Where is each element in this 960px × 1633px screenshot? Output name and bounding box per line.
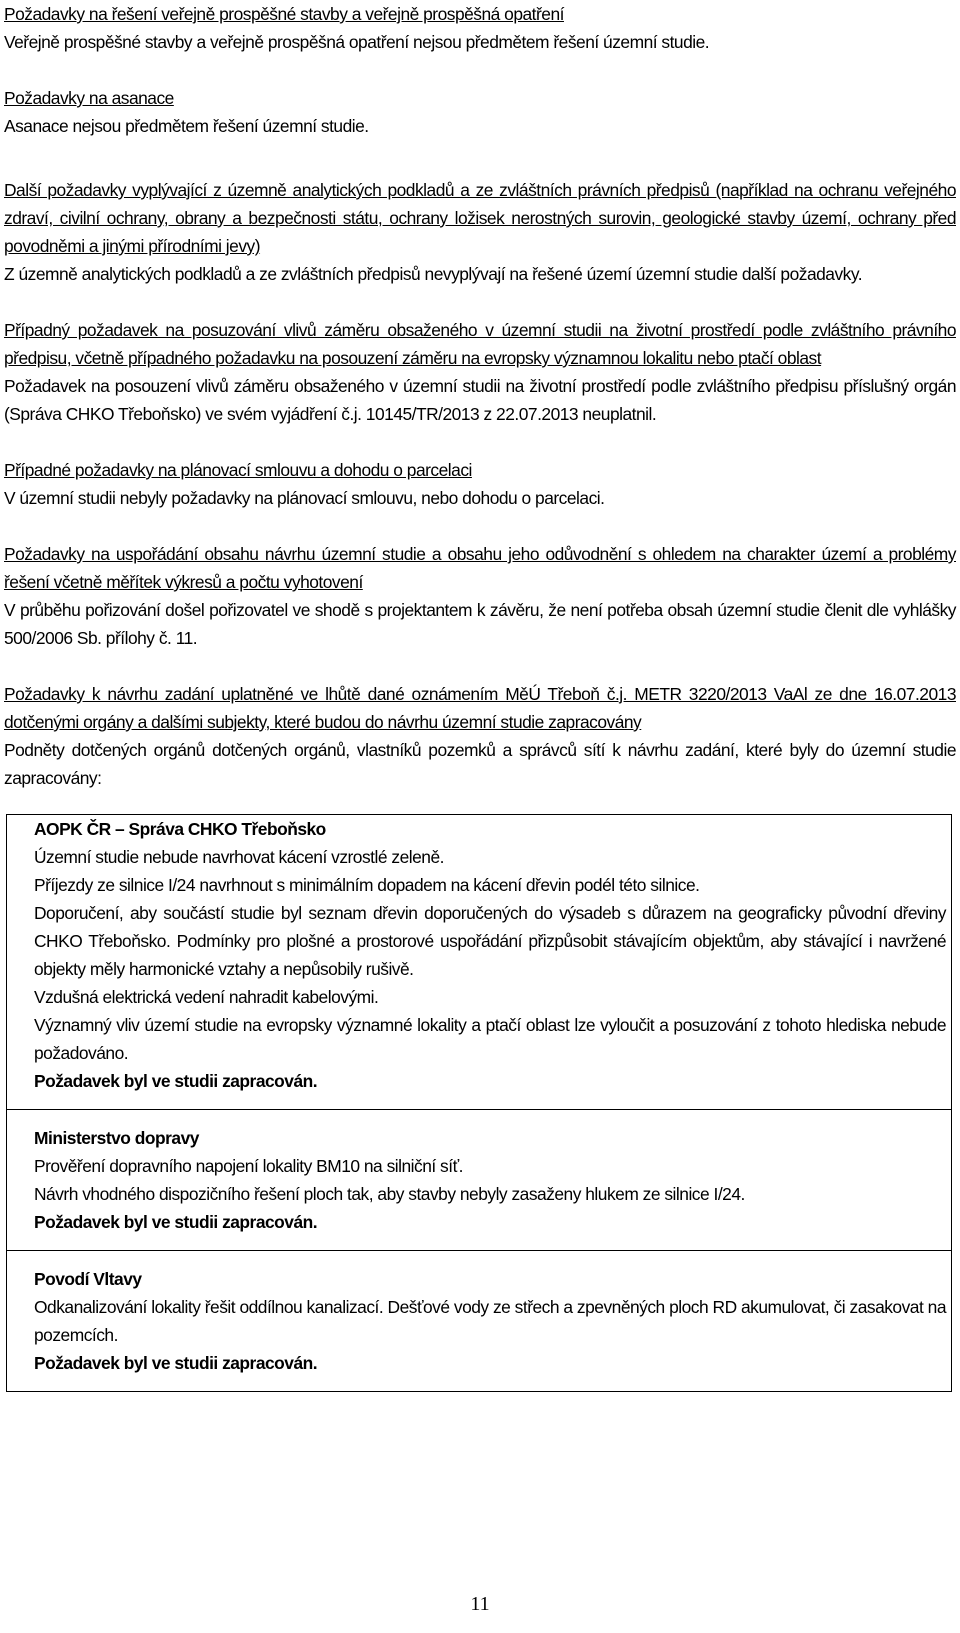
section-heading: Další požadavky vyplývající z územně analytických podkladů a ze zvláštních právních předpisů (například na ochranu veřejného zdraví, civilní ochrany, obrany a bezpečnosti státu, ochrany ložisek nerostných surovin, geologické stavby území, ochrany před povodněmi a jinými přírodními jevy)	[4, 180, 956, 256]
section-text: Asanace nejsou předmětem řešení územní studie.	[4, 116, 369, 136]
authority-title: Ministerstvo dopravy	[34, 1128, 199, 1148]
section-text: Podněty dotčených orgánů dotčených orgánů, vlastníků pozemků a správců sítí k návrhu zadání, které byly do územní studie zapracovány:	[4, 740, 956, 788]
requirement-line: Návrh vhodného dispozičního řešení ploch tak, aby stavby nebyly zasaženy hlukem ze silnice I/24.	[34, 1184, 745, 1204]
section-text: Z územně analytických podkladů a ze zvláštních předpisů nevyplývají na řešené území územní studie další požadavky.	[4, 264, 863, 284]
requirement-status: Požadavek byl ve studii zapracován.	[34, 1353, 318, 1373]
requirement-povodi-vltavy	[7, 1265, 951, 1377]
section-text: V průběhu pořizování došel pořizovatel ve shodě s projektantem k závěru, že není potřeba obsah územní studie členit dle vyhlášky 500/2006 Sb. přílohy č. 11.	[4, 600, 956, 648]
section-heading: Požadavky na uspořádání obsahu návrhu územní studie a obsahu jeho odůvodnění s ohledem na charakter území a problémy řešení včetně měřítek výkresů a počtu vyhotovení	[4, 544, 956, 592]
section-heading: Požadavky na řešení veřejně prospěšné stavby a veřejně prospěšná opatření	[4, 4, 564, 24]
section-authority-requirements	[4, 680, 956, 792]
section-heading: Případný požadavek na posuzování vlivů záměru obsaženého v územní studii na životní prostředí podle zvláštního právního předpisu, včetně případného požadavku na posouzení záměru na evropsky významnou lokalitu nebo ptačí oblast	[4, 320, 956, 368]
requirement-line: Vzdušná elektrická vedení nahradit kabelovými.	[34, 987, 379, 1007]
requirement-line: Příjezdy ze silnice I/24 navrhnout s minimálním dopadem na kácení dřevin podél této silnice.	[34, 875, 700, 895]
section-text: Veřejně prospěšné stavby a veřejně prospěšná opatření nejsou předmětem řešení územní studie.	[4, 32, 710, 52]
section-other-requirements	[4, 176, 956, 288]
requirement-line: Územní studie nebude navrhovat kácení vzrostlé zeleně.	[34, 847, 444, 867]
section-heading: Požadavky k návrhu zadání uplatněné ve lhůtě dané oznámením MěÚ Třeboň č.j. METR 3220/2013 VaAl ze dne 16.07.2013 dotčenými orgány a dalšími subjekty, které budou do návrhu územní studie zapracovány	[4, 684, 956, 732]
requirement-line: Významný vliv území studie na evropsky významné lokality a ptačí oblast lze vyloučit a posuzování z tohoto hlediska nebude požadováno.	[34, 1015, 946, 1063]
section-planning-contract	[4, 456, 956, 512]
requirement-line: Doporučení, aby součástí studie byl seznam dřevin doporučených do výsadeb s důrazem na geograficky původní dřeviny CHKO Třeboňsko. Podmínky pro plošné a prostorové uspořádání přizpůsobit stávajícím objektům, aby stávající i navržené objekty měly harmonické vztahy a nepůsobily rušivě.	[34, 903, 946, 979]
requirement-aopk	[7, 815, 951, 1095]
section-heading: Požadavky na asanace	[4, 88, 174, 108]
requirements-box	[6, 814, 952, 1392]
authority-title: Povodí Vltavy	[34, 1269, 142, 1289]
requirement-line: Prověření dopravního napojení lokality BM10 na silniční síť.	[34, 1156, 463, 1176]
section-public-works	[4, 0, 956, 56]
section-environmental-impact	[4, 316, 956, 428]
section-heading: Případné požadavky na plánovací smlouvu a dohodu o parcelaci	[4, 460, 472, 480]
document-page	[4, 0, 956, 1392]
authority-title: AOPK ČR – Správa CHKO Třeboňsko	[34, 819, 326, 839]
section-sanitation	[4, 84, 956, 140]
requirement-ministry-transport	[7, 1124, 951, 1236]
requirement-status: Požadavek byl ve studii zapracován.	[34, 1212, 318, 1232]
requirement-line: Odkanalizování lokality řešit oddílnou kanalizací. Dešťové vody ze střech a zpevněných ploch RD akumulovat, či zasakovat na pozemcích.	[34, 1297, 946, 1345]
section-text: V územní studii nebyly požadavky na plánovací smlouvu, nebo dohodu o parcelaci.	[4, 488, 605, 508]
requirement-status: Požadavek byl ve studii zapracován.	[34, 1071, 318, 1091]
page-number: 11	[470, 1593, 490, 1615]
section-text: Požadavek na posouzení vlivů záměru obsaženého v územní studii na životní prostředí podle zvláštního předpisu příslušný orgán (Správa CHKO Třeboňsko) ve svém vyjádření č.j. 10145/TR/2013 z 22.07.2013 neuplatnil.	[4, 376, 956, 424]
section-content-layout	[4, 540, 956, 652]
